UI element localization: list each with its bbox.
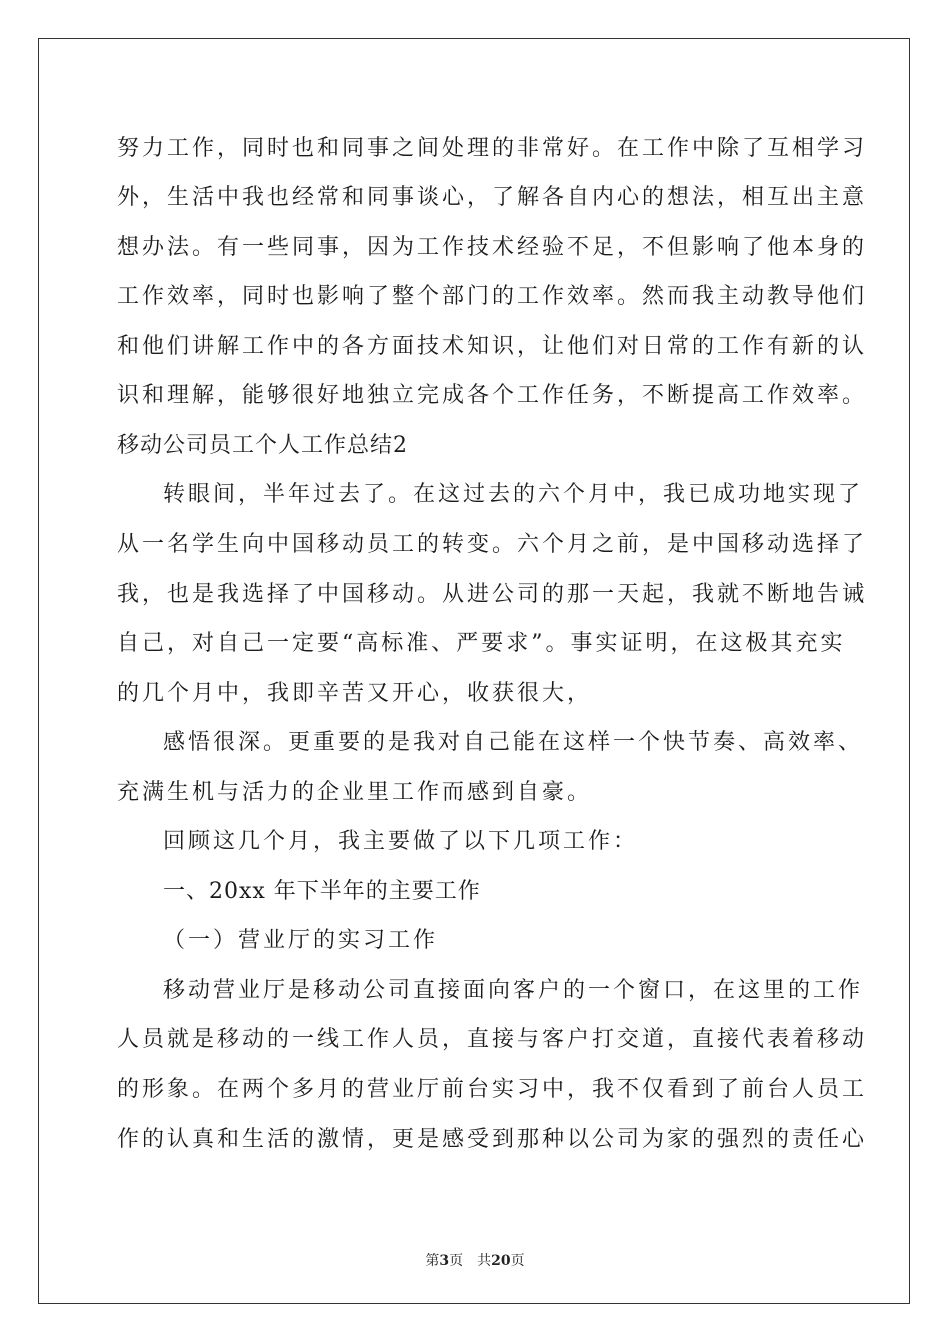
- text-line: 感悟很深。更重要的是我对自己能在这样一个快节奏、高效率、: [163, 730, 864, 755]
- footer-mid: 页 共: [449, 1253, 492, 1269]
- text-line: 我，也是我选择了中国移动。从进公司的那一天起，我就不断地告诫: [117, 582, 868, 607]
- text-line: 从一名学生向中国移动员工的转变。六个月之前，是中国移动选择了: [117, 532, 868, 557]
- text-line: 的几个月中，我即辛苦又开心，收获很大，: [117, 681, 593, 706]
- current-page-number: 3: [439, 1253, 450, 1269]
- section-heading: 移动公司员工个人工作总结2: [117, 433, 408, 458]
- text-line: 移动营业厅是移动公司直接面向客户的一个窗口，在这里的工作: [163, 978, 864, 1003]
- total-page-number: 20: [491, 1253, 511, 1269]
- text-line: 回顾这几个月，我主要做了以下几项工作：: [163, 829, 639, 854]
- subsection-heading: （一）营业厅的实习工作: [163, 928, 439, 953]
- text-line: 努力工作，同时也和同事之间处理的非常好。在工作中除了互相学习: [117, 136, 868, 161]
- text-line: 充满生机与活力的企业里工作而感到自豪。: [117, 780, 593, 805]
- text-line: 外，生活中我也经常和同事谈心，了解各自内心的想法，相互出主意: [117, 185, 868, 210]
- text-line: 自己，对自己一定要“高标准、严要求”。事实证明，在这极其充实: [117, 631, 846, 656]
- text-line: 工作效率，同时也影响了整个部门的工作效率。然而我主动教导他们: [117, 284, 868, 309]
- text-line: 想办法。有一些同事，因为工作技术经验不足，不但影响了他本身的: [117, 235, 868, 260]
- page-border: [38, 38, 910, 1304]
- text-line: 识和理解，能够很好地独立完成各个工作任务，不断提高工作效率。: [117, 383, 868, 408]
- text-line: 转眼间，半年过去了。在这过去的六个月中，我已成功地实现了: [163, 482, 864, 507]
- text-line: 作的认真和生活的激情，更是感受到那种以公司为家的强烈的责任心: [117, 1127, 868, 1152]
- text-line: 和他们讲解工作中的各方面技术知识，让他们对日常的工作有新的认: [117, 334, 868, 359]
- page-footer: [0, 1250, 950, 1270]
- section-heading: 一、20xx 年下半年的主要工作: [163, 879, 481, 904]
- text-line: 的形象。在两个多月的营业厅前台实习中，我不仅看到了前台人员工: [117, 1077, 868, 1102]
- footer-suffix: 页: [510, 1253, 525, 1269]
- footer-prefix: 第: [425, 1253, 440, 1269]
- text-line: 人员就是移动的一线工作人员，直接与客户打交道，直接代表着移动: [117, 1027, 868, 1052]
